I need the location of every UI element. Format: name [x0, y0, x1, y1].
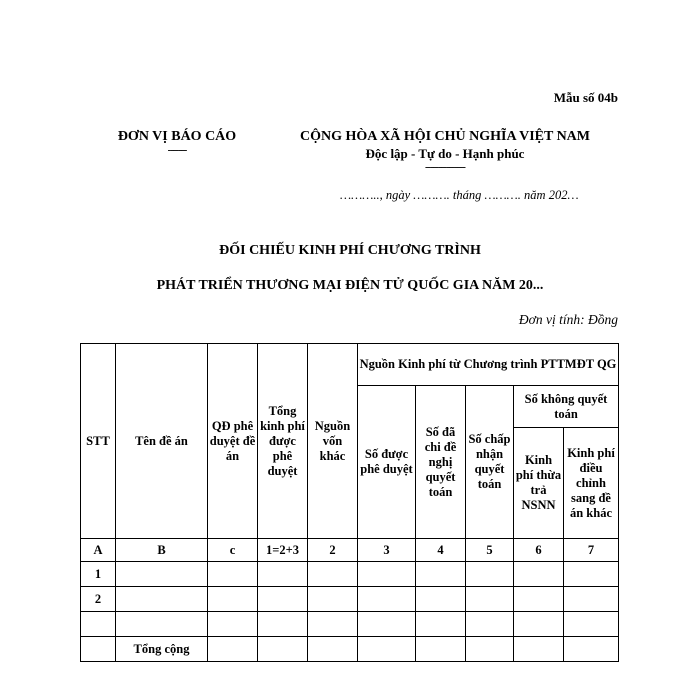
- column-code: 5: [466, 539, 514, 562]
- row-stt: [81, 612, 116, 637]
- column-code: 6: [514, 539, 564, 562]
- header-total-budget: Tổng kinh phí được phê duyệt: [258, 344, 308, 539]
- reporting-unit-underline: -------: [167, 144, 187, 156]
- column-code: B: [116, 539, 208, 562]
- table-row: [81, 562, 619, 587]
- row-stt: 1: [81, 562, 116, 587]
- row-name: [116, 612, 208, 637]
- header-project-name: Tên đề án: [116, 344, 208, 539]
- national-motto: Độc lập - Tự do - Hạnh phúc: [365, 146, 525, 161]
- national-title: CỘNG HÒA XÃ HỘI CHỦ NGHĨA VIỆT NAM: [299, 129, 590, 144]
- header-approved-amount: Số được phê duyệt: [358, 386, 416, 539]
- currency-unit: Đơn vị tính: Đồng: [518, 312, 618, 327]
- header-decision: QĐ phê duyệt đề án: [208, 344, 258, 539]
- document-title-line1: ĐỐI CHIẾU KINH PHÍ CHƯƠNG TRÌNH: [219, 243, 481, 258]
- total-label: Tổng cộng: [116, 637, 208, 662]
- total-row: [81, 637, 619, 662]
- column-code: A: [81, 539, 116, 562]
- national-header-block: [275, 129, 615, 172]
- national-underline: ---------------: [425, 161, 465, 173]
- row-name: [116, 587, 208, 612]
- header-program-funds: Nguồn Kinh phí từ Chương trình PTTMĐT QG: [358, 344, 619, 386]
- column-code: 1=2+3: [258, 539, 308, 562]
- header-not-settled: Số không quyết toán: [514, 386, 619, 428]
- reporting-unit-block: [107, 129, 247, 155]
- form-number: Mẫu số 04b: [553, 90, 618, 105]
- column-code: c: [208, 539, 258, 562]
- column-code-row: [81, 539, 619, 562]
- document-title-line2: PHÁT TRIỂN THƯƠNG MẠI ĐIỆN TỬ QUỐC GIA NĂM 20...: [156, 278, 544, 293]
- header-transferred: Kinh phí điều chỉnh sang đề án khác: [564, 428, 619, 539]
- table-row: [81, 587, 619, 612]
- row-stt: 2: [81, 587, 116, 612]
- column-code: 7: [564, 539, 619, 562]
- table-row: [81, 612, 619, 637]
- header-other-sources: Nguồn vốn khác: [308, 344, 358, 539]
- column-code: 4: [416, 539, 466, 562]
- header-accepted: Số chấp nhận quyết toán: [466, 386, 514, 539]
- reporting-unit-title: ĐƠN VỊ BÁO CÁO: [117, 129, 237, 144]
- row-name: [116, 562, 208, 587]
- header-surplus-returned: Kinh phí thừa trả NSNN: [514, 428, 564, 539]
- date-line: ……….., ngày ………. tháng ………. năm 202…: [340, 188, 579, 202]
- funding-reconciliation-table: [80, 343, 619, 662]
- header-spent-proposed: Số đã chi đề nghị quyết toán: [416, 386, 466, 539]
- column-code: 3: [358, 539, 416, 562]
- column-code: 2: [308, 539, 358, 562]
- header-stt: STT: [81, 344, 116, 539]
